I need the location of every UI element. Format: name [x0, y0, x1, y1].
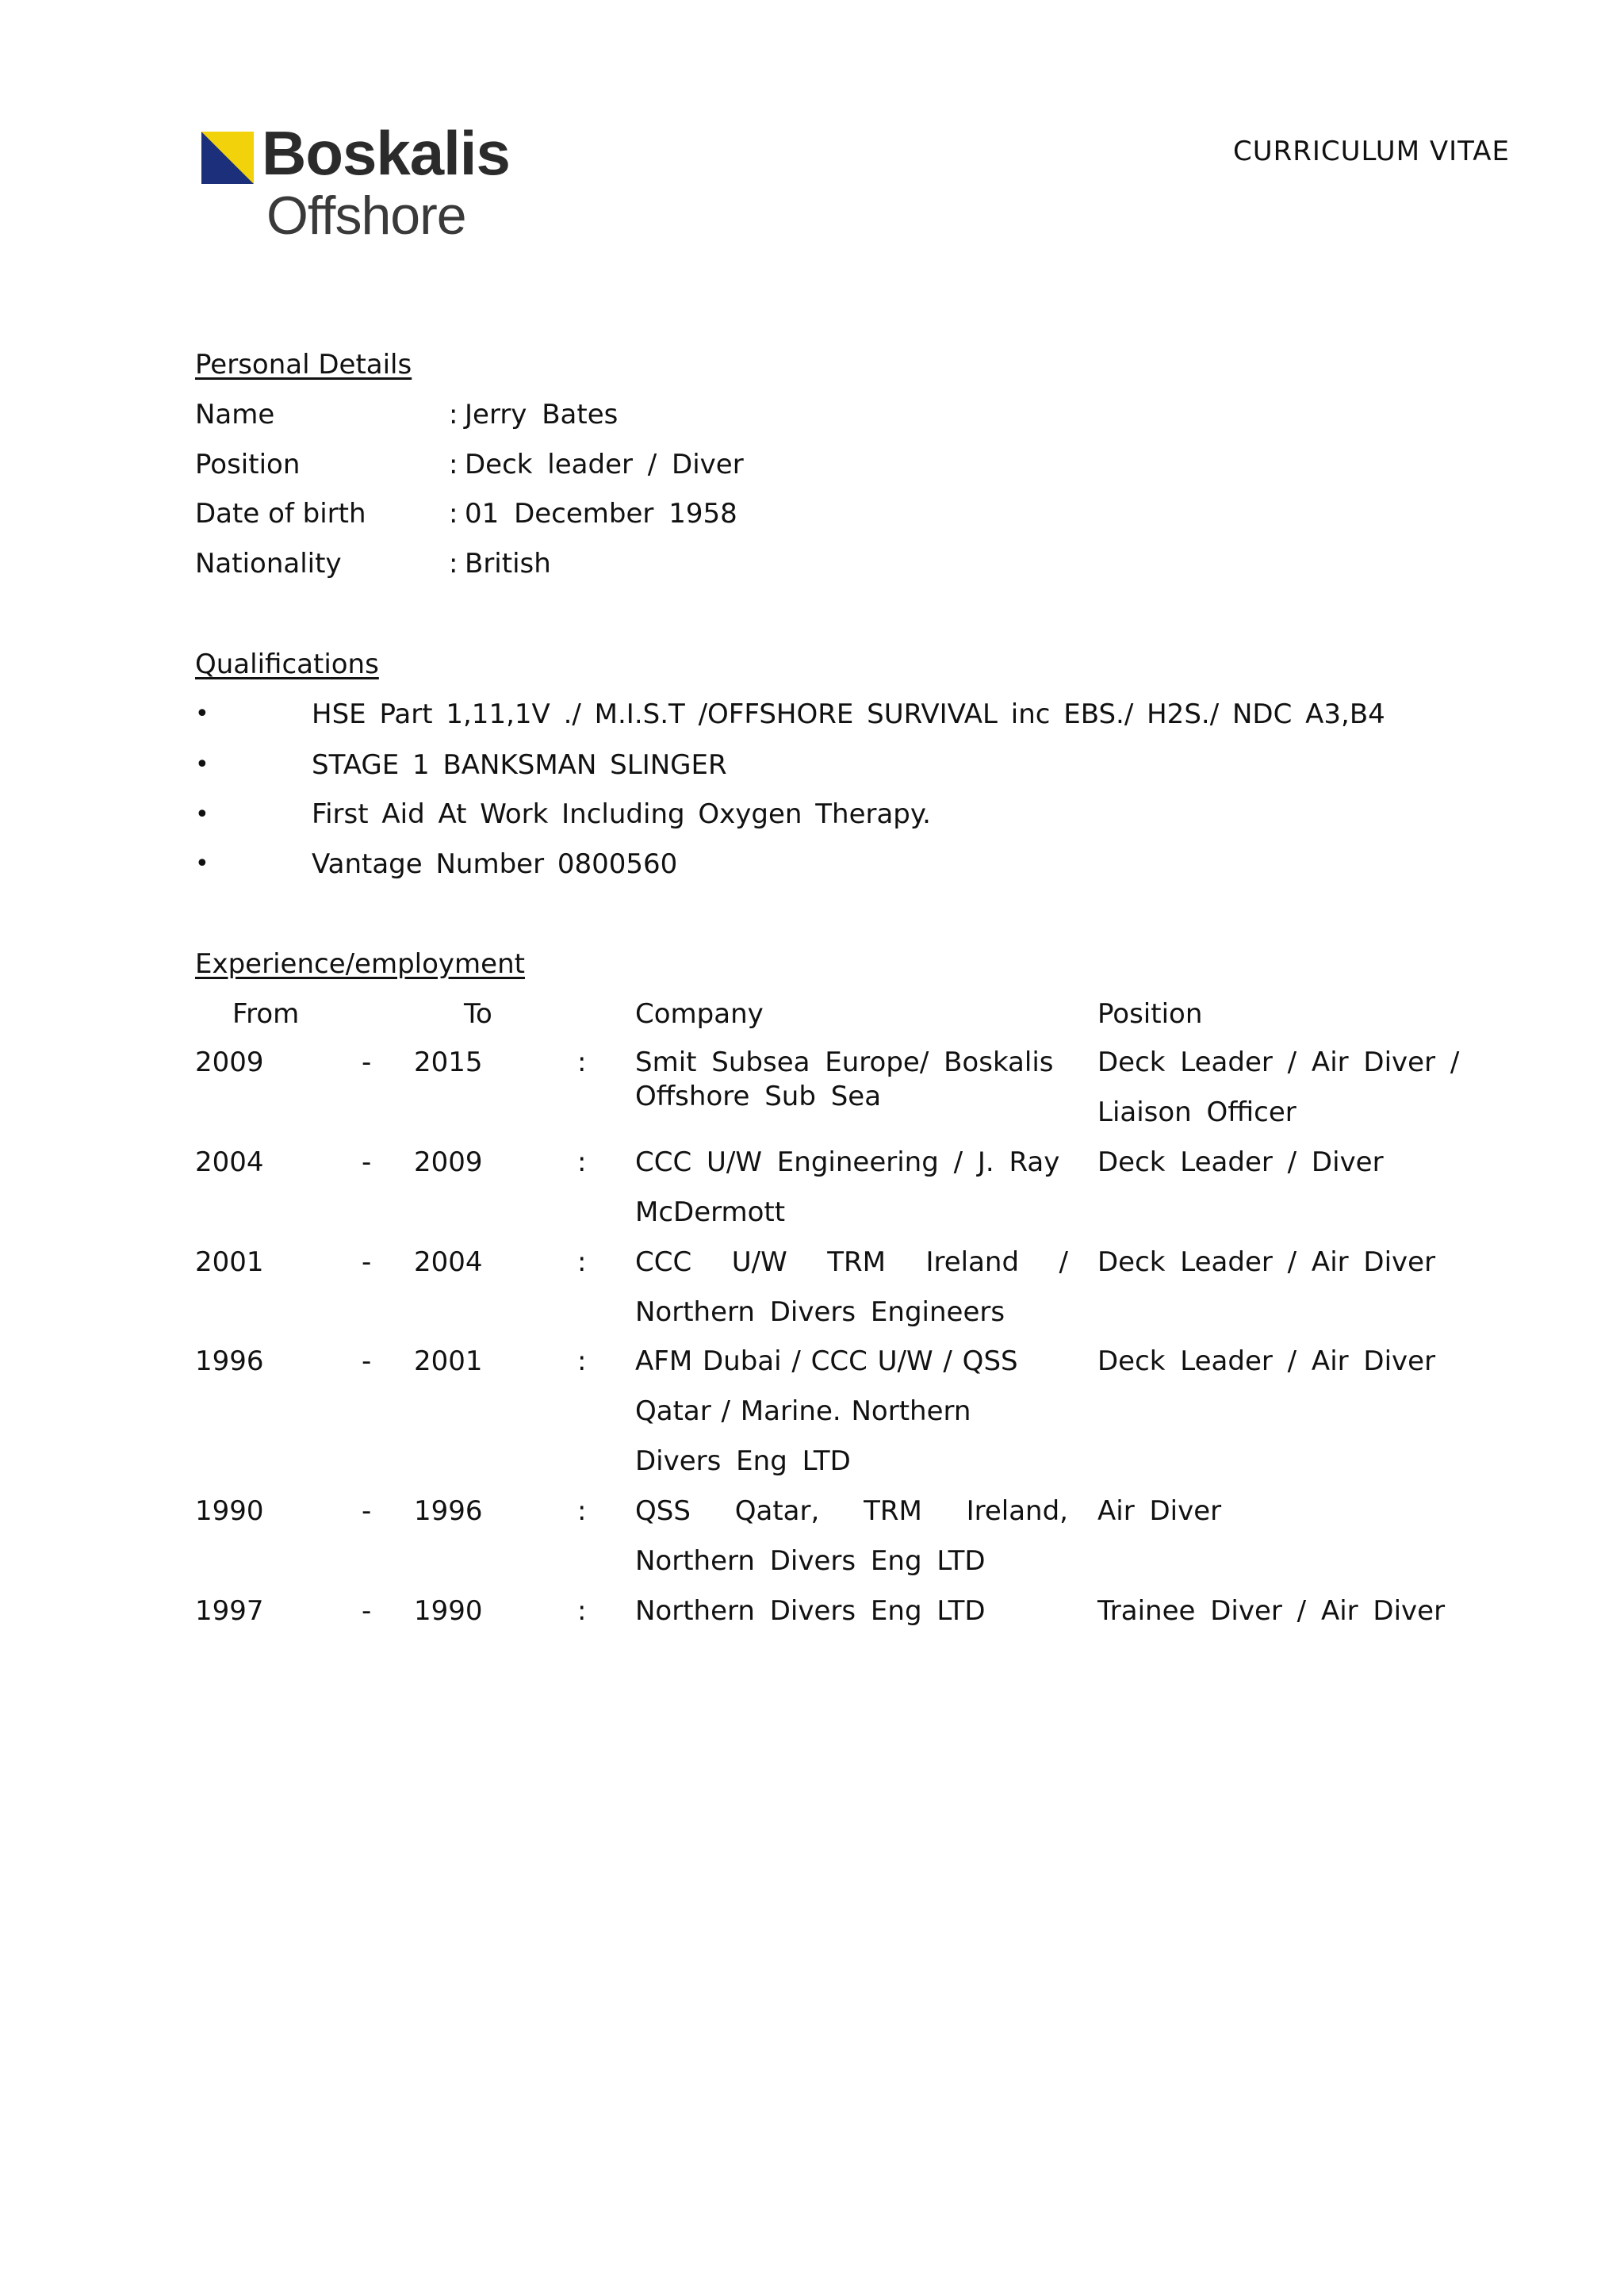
row-colon: :	[577, 1047, 587, 1078]
bullet: •	[195, 801, 209, 828]
header-to: To	[464, 998, 492, 1030]
row-dash: -	[362, 1345, 372, 1377]
pd-value-name: Jerry Bates	[465, 399, 619, 430]
qualification-item: STAGE 1 BANKSMAN SLINGER	[312, 749, 727, 781]
row-company-line: CCC U/W TRM Ireland /	[635, 1246, 1068, 1278]
row-to: 2015	[414, 1047, 483, 1078]
boskalis-flag-icon	[201, 132, 254, 184]
pd-value-nationality: British	[465, 548, 551, 580]
row-from: 2009	[195, 1047, 264, 1078]
pd-colon: :	[449, 548, 458, 580]
row-to: 1990	[414, 1595, 483, 1627]
header-company: Company	[635, 998, 764, 1030]
row-dash: -	[362, 1495, 372, 1527]
row-company-line: Divers Eng LTD	[635, 1445, 851, 1477]
row-colon: :	[577, 1146, 587, 1178]
row-dash: -	[362, 1047, 372, 1078]
row-position-line: Air Diver	[1097, 1495, 1222, 1527]
row-colon: :	[577, 1246, 587, 1278]
row-colon: :	[577, 1345, 587, 1377]
row-dash: -	[362, 1595, 372, 1627]
pd-value-dob: 01 December 1958	[465, 498, 737, 530]
pd-label-position: Position	[195, 449, 301, 480]
row-position-line: Deck Leader / Air Diver	[1097, 1246, 1436, 1278]
pd-colon: :	[449, 498, 458, 530]
qualification-item: First Aid At Work Including Oxygen Therapy.	[312, 798, 931, 830]
row-position-line: Deck Leader / Air Diver /	[1097, 1047, 1460, 1078]
qualification-item: HSE Part 1,11,1V ./ M.I.S.T /OFFSHORE SURVIVAL inc EBS./ H2S./ NDC A3,B4	[312, 698, 1385, 730]
row-colon: :	[577, 1595, 587, 1627]
pd-value-position: Deck leader / Diver	[465, 449, 744, 480]
row-company-line: QSS Qatar, TRM Ireland,	[635, 1495, 1068, 1527]
bullet: •	[195, 700, 209, 728]
row-from: 1997	[195, 1595, 264, 1627]
row-to: 2004	[414, 1246, 483, 1278]
row-to: 1996	[414, 1495, 483, 1527]
logo-word-boskalis: Boskalis	[262, 118, 510, 188]
row-company-line: Offshore Sub Sea	[635, 1081, 882, 1112]
row-company-line: Northern Divers Eng LTD	[635, 1545, 986, 1577]
row-company-line: Smit Subsea Europe/ Boskalis	[635, 1047, 1054, 1078]
row-dash: -	[362, 1146, 372, 1178]
row-colon: :	[577, 1495, 587, 1527]
row-dash: -	[362, 1246, 372, 1278]
pd-label-name: Name	[195, 399, 275, 430]
row-position-line: Deck Leader / Diver	[1097, 1146, 1384, 1178]
row-position-line: Trainee Diver / Air Diver	[1097, 1595, 1446, 1627]
experience-heading: Experience/employment	[195, 948, 525, 980]
row-company-line: Northern Divers Engineers	[635, 1296, 1005, 1328]
row-company-line: AFM Dubai / CCC U/W / QSS	[635, 1345, 1018, 1377]
bullet: •	[195, 850, 209, 878]
row-from: 1996	[195, 1345, 264, 1377]
row-position-line: Deck Leader / Air Diver	[1097, 1345, 1436, 1377]
pd-label-dob: Date of birth	[195, 498, 366, 530]
header-from: From	[232, 998, 300, 1030]
row-from: 2001	[195, 1246, 264, 1278]
row-to: 2001	[414, 1345, 483, 1377]
row-company-line: CCC U/W Engineering / J. Ray	[635, 1146, 1060, 1178]
row-position-line: Liaison Officer	[1097, 1096, 1297, 1128]
pd-label-nationality: Nationality	[195, 548, 342, 580]
qualifications-heading: Qualifications	[195, 649, 379, 680]
header-position: Position	[1097, 998, 1203, 1030]
row-company-line: McDermott	[635, 1196, 786, 1228]
row-company-line: Northern Divers Eng LTD	[635, 1595, 986, 1627]
bullet: •	[195, 751, 209, 779]
personal-details-heading: Personal Details	[195, 349, 412, 381]
logo-word-offshore: Offshore	[266, 186, 466, 246]
row-company-line: Qatar / Marine. Northern	[635, 1395, 971, 1427]
document-title: CURRICULUM VITAE	[1233, 136, 1510, 167]
row-to: 2009	[414, 1146, 483, 1178]
pd-colon: :	[449, 449, 458, 480]
row-from: 1990	[195, 1495, 264, 1527]
boskalis-logo	[189, 62, 555, 274]
qualification-item: Vantage Number 0800560	[312, 848, 678, 880]
pd-colon: :	[449, 399, 458, 430]
row-from: 2004	[195, 1146, 264, 1178]
